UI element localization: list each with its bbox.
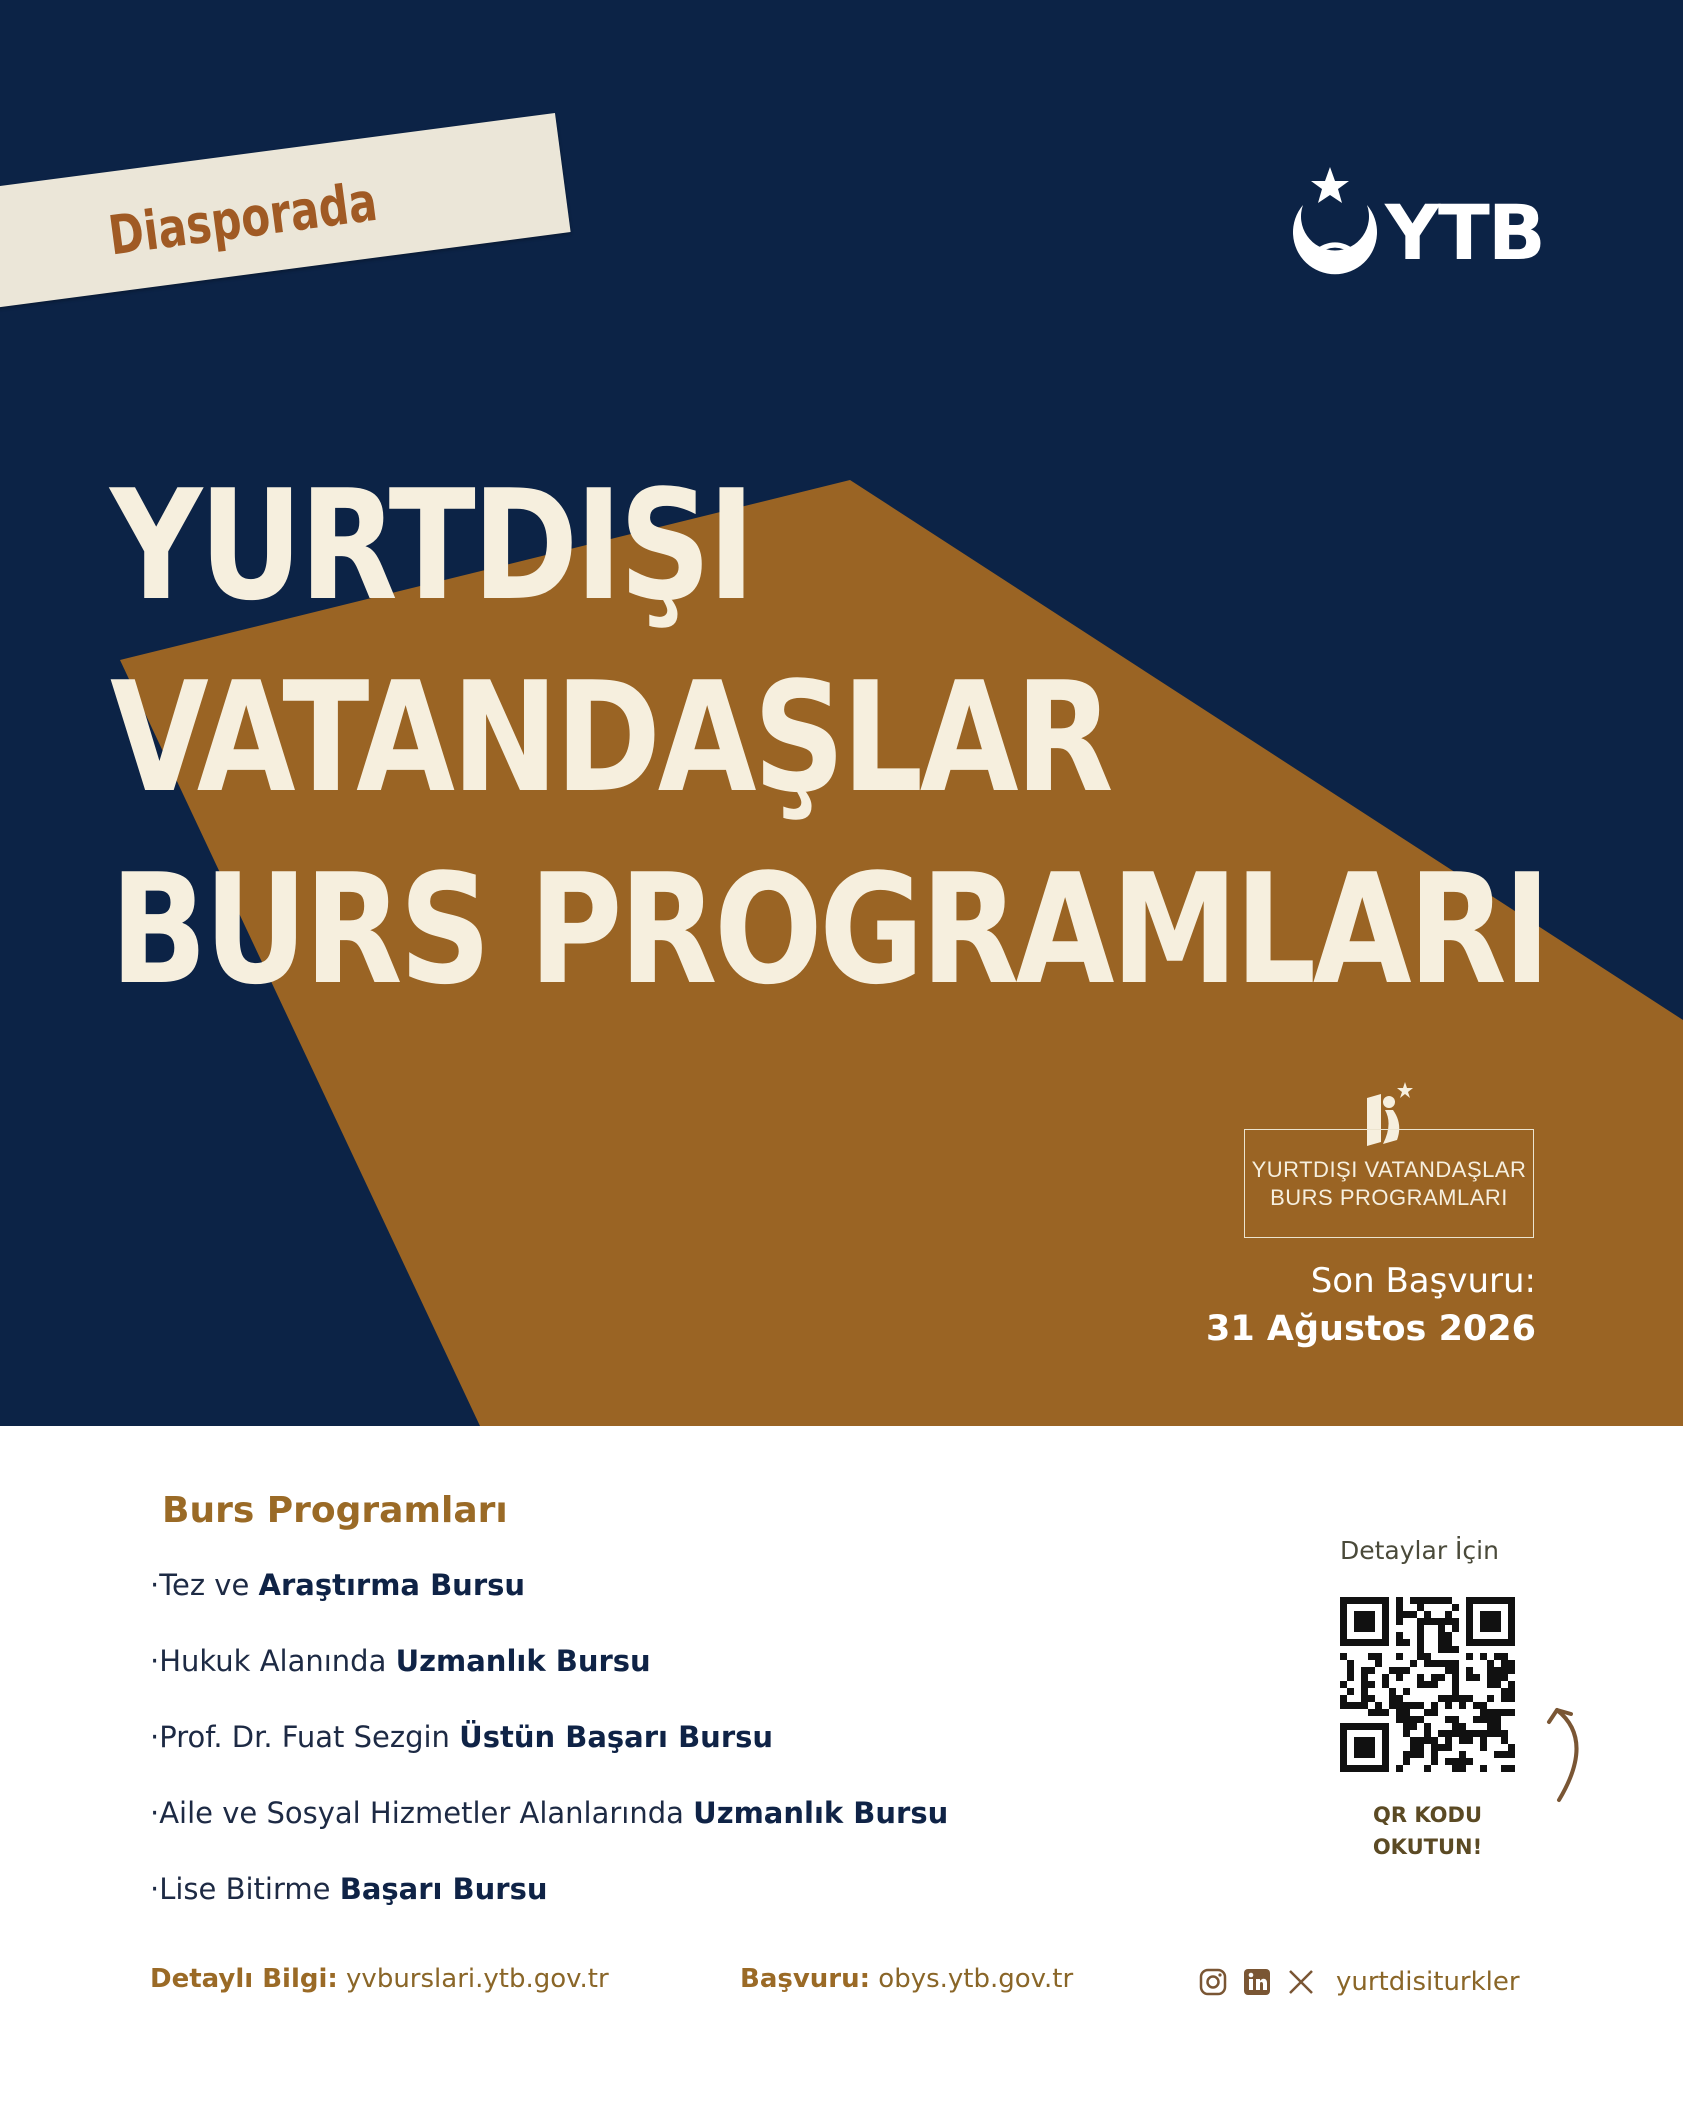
x-icon[interactable] xyxy=(1286,1967,1316,1997)
apply-link[interactable]: obys.ytb.gov.tr xyxy=(878,1964,1074,1994)
deadline xyxy=(1206,1258,1536,1354)
headline-line-3: BURS PROGRAMLARI xyxy=(110,841,1548,1018)
deadline-date: 31 Ağustos 2026 xyxy=(1206,1309,1536,1349)
deadline-label: Son Başvuru: xyxy=(1310,1261,1536,1301)
program-item: ·Lise Bitirme Başarı Bursu xyxy=(150,1872,548,1906)
curved-arrow-icon xyxy=(1545,1700,1605,1810)
program-item: ·Aile ve Sosyal Hizmetler Alanlarında Uzmanlık Bursu xyxy=(150,1796,949,1830)
linkedin-icon[interactable] xyxy=(1242,1967,1272,1997)
badge-line-2: BURS PROGRAMLARI xyxy=(1270,1184,1508,1210)
programs-title: Burs Programları xyxy=(162,1490,508,1531)
info-link[interactable]: yvburslari.ytb.gov.tr xyxy=(346,1964,609,1994)
social-handle[interactable]: yurtdisiturkler xyxy=(1336,1967,1520,1997)
footer-apply xyxy=(740,1964,1073,1994)
headline-line-1: YURTDIŞI xyxy=(110,457,752,634)
program-item: ·Hukuk Alanında Uzmanlık Bursu xyxy=(150,1644,651,1678)
program-item: ·Prof. Dr. Fuat Sezgin Üstün Başarı Bursu xyxy=(150,1720,774,1754)
qr-caption: Detaylar İçin xyxy=(1340,1536,1499,1565)
footer-info xyxy=(150,1964,609,1994)
program-badge xyxy=(1244,1129,1534,1238)
headline xyxy=(110,457,1683,1046)
tape-label: Diasporada xyxy=(105,169,381,268)
info-label: Detaylı Bilgi: xyxy=(150,1964,338,1994)
badge-line-1: YURTDIŞI VATANDAŞLAR xyxy=(1251,1156,1527,1182)
logo-text: YTB xyxy=(1385,188,1544,277)
apply-label: Başvuru: xyxy=(740,1964,871,1994)
qr-cta: QR KODU OKUTUN! xyxy=(1372,1803,1483,1859)
social-links xyxy=(1198,1967,1520,1997)
instagram-icon[interactable] xyxy=(1198,1967,1228,1997)
program-list xyxy=(150,1565,948,1945)
qr-code[interactable] xyxy=(1340,1597,1515,1772)
headline-line-2: VATANDAŞLAR xyxy=(110,649,1111,826)
program-item: ·Tez ve Araştırma Bursu xyxy=(150,1568,526,1602)
